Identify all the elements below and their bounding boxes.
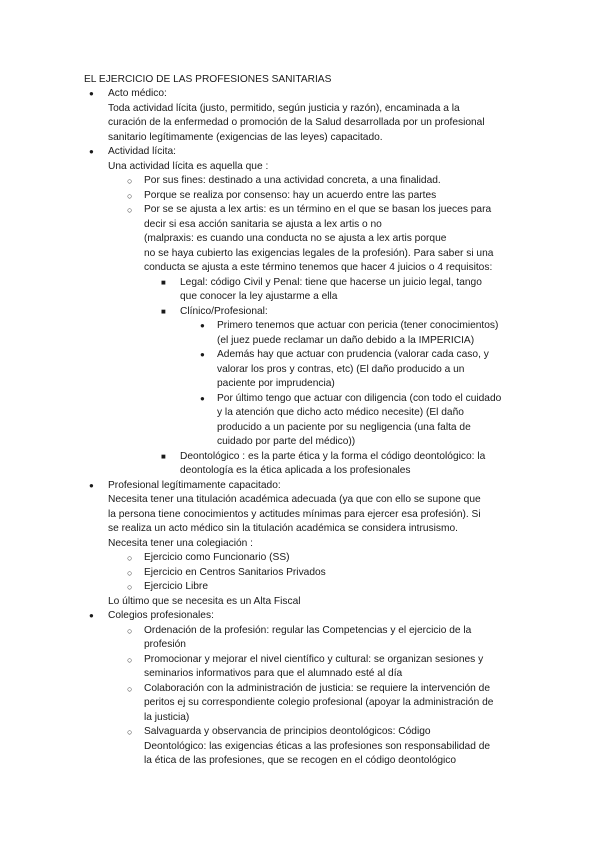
list-item xyxy=(0,392,600,407)
list-item-continuation xyxy=(0,232,600,247)
list-item-text: Acto médico: xyxy=(108,88,167,99)
list-item-text: profesión xyxy=(144,639,186,650)
bullet-dot-icon: ● xyxy=(200,321,205,330)
list-item-continuation xyxy=(0,131,600,146)
list-item-text: Toda actividad lícita (justo, permitido, según justicia y razón), encaminada a la xyxy=(108,102,460,114)
list-item-continuation xyxy=(0,595,600,610)
list-item xyxy=(0,450,600,465)
list-item xyxy=(0,566,600,581)
list-item xyxy=(0,189,600,204)
list-item-text: Necesita tener una colegiación : xyxy=(108,537,253,549)
list-item-text: Lo último que se necesita es un Alta Fiscal xyxy=(108,595,301,607)
list-item-text: conducta se ajusta a este término tenemos que hacer 4 juicios o 4 requisitos: xyxy=(144,262,493,273)
list-item-continuation xyxy=(0,116,600,131)
list-item xyxy=(0,479,600,494)
list-item-text: que conocer la ley ajustarme a ella xyxy=(180,291,338,302)
list-item xyxy=(0,580,600,595)
list-item-continuation xyxy=(0,537,600,552)
list-item-continuation xyxy=(0,740,600,755)
list-item-text: (el juez puede reclamar un daño debido a la IMPERICIA) xyxy=(217,334,475,346)
list-item-text: valorar los pros y contras, etc) (El daño producido a un xyxy=(217,363,465,375)
document-body xyxy=(0,87,600,769)
list-item-text: Actividad lícita: xyxy=(108,146,176,157)
list-item-continuation xyxy=(0,696,600,711)
list-item xyxy=(0,609,600,624)
list-item-text: Ordenación de la profesión: regular las Competencias y el ejercicio de la xyxy=(144,624,472,636)
list-item xyxy=(0,551,600,566)
list-item-continuation xyxy=(0,377,600,392)
list-item-continuation xyxy=(0,261,600,276)
list-item xyxy=(0,203,600,218)
list-item-text: Clínico/Profesional: xyxy=(180,305,268,317)
bullet-circle-icon: ○ xyxy=(127,625,133,636)
list-item-text: Ejercicio como Funcionario (SS) xyxy=(144,552,290,563)
list-item-text: deontología es la ética aplicada a los profesionales xyxy=(180,465,411,476)
list-item-continuation xyxy=(0,522,600,537)
bullet-dot-icon: ● xyxy=(200,350,205,359)
list-item-continuation xyxy=(0,363,600,378)
list-item-text: (malpraxis: es cuando una conducta no se ajusta a lex artis porque xyxy=(144,233,447,244)
list-item-text: Por último tengo que actuar con diligencia (con todo el cuidado xyxy=(217,392,502,404)
bullet-dot-icon: ● xyxy=(89,611,94,620)
bullet-dot-icon: ● xyxy=(200,393,205,403)
list-item-text: cuidado por parte del médico)) xyxy=(217,436,356,447)
list-item-continuation xyxy=(0,290,600,305)
list-item-continuation xyxy=(0,711,600,726)
list-item-continuation xyxy=(0,218,600,233)
list-item-text: la justicia) xyxy=(144,711,190,723)
list-item-text: la ética de las profesiones, que se recogen en el código deontológico xyxy=(144,755,457,766)
bullet-dot-icon: ● xyxy=(89,89,94,98)
list-item-continuation xyxy=(0,334,600,349)
bullet-circle-icon: ○ xyxy=(127,205,133,215)
document-title: EL EJERCICIO DE LAS PROFESIONES SANITARIAS xyxy=(84,74,332,85)
bullet-circle-icon: ○ xyxy=(127,582,133,592)
list-item-text: sanitario legítimamente (exigencias de las leyes) capacitado. xyxy=(108,131,383,143)
list-item-continuation xyxy=(0,493,600,508)
list-item-text: Legal: código Civil y Penal: tiene que hacerse un juicio legal, tango xyxy=(180,276,482,288)
list-item-text: Por se se ajusta a lex artis: es un término en el que se basan los jueces para xyxy=(144,204,492,215)
list-item xyxy=(0,174,600,189)
list-item-continuation xyxy=(0,464,600,479)
list-item-text: Una actividad lícita es aquella que : xyxy=(108,160,269,172)
list-item-text: decir si esa acción sanitaria se ajusta a lex artis o no xyxy=(144,218,382,230)
bullet-square-icon: ■ xyxy=(161,451,166,461)
list-item-text: Deontológico: las exigencias éticas a las profesiones son responsabilidad de xyxy=(144,740,491,752)
bullet-circle-icon: ○ xyxy=(127,683,133,694)
list-item-text: Primero tenemos que actuar con pericia (tener conocimientos) xyxy=(217,320,499,331)
bullet-dot-icon: ● xyxy=(89,480,94,490)
bullet-dot-icon: ● xyxy=(89,147,94,156)
bullet-circle-icon: ○ xyxy=(127,567,133,578)
list-item-text: Colegios profesionales: xyxy=(108,610,214,621)
list-item-continuation xyxy=(0,406,600,421)
list-item-text: Profesional legítimamente capacitado: xyxy=(108,479,281,491)
list-item-text: producido a un paciente por su negligencia (una falta de xyxy=(217,421,471,433)
bullet-circle-icon: ○ xyxy=(127,553,133,563)
list-item-text: Salvaguarda y observancia de principios deontológicos: Código xyxy=(144,726,431,737)
list-item xyxy=(0,145,600,160)
list-item-continuation xyxy=(0,638,600,653)
list-item xyxy=(0,653,600,668)
bullet-circle-icon: ○ xyxy=(127,176,133,186)
list-item-text: peritos ej su correspondiente colegio profesional (apoyar la administración de xyxy=(144,697,494,708)
list-item-continuation xyxy=(0,435,600,450)
list-item xyxy=(0,87,600,102)
list-item xyxy=(0,624,600,639)
list-item-continuation xyxy=(0,667,600,682)
list-item-text: Ejercicio en Centros Sanitarios Privados xyxy=(144,566,326,578)
list-item-text: Ejercicio Libre xyxy=(144,581,208,592)
list-item xyxy=(0,682,600,697)
list-item-text: Colaboración con la administración de justicia: se requiere la intervención de xyxy=(144,682,491,694)
list-item-text: y la atención que dicho acto médico necesite) (El daño xyxy=(217,407,464,418)
list-item-text: Por sus fines: destinado a una actividad concreta, a una finalidad. xyxy=(144,175,441,186)
list-item-text: seminarios informativos para que el alumnado esté al día xyxy=(144,668,403,679)
list-item-text: se realiza un acto médico sin la titulación académica se considera intrusismo. xyxy=(108,523,458,534)
list-item xyxy=(0,725,600,740)
list-item-text: curación de la enfermedad o promoción de la Salud desarrollada por un profesional xyxy=(108,117,485,128)
list-item-continuation xyxy=(0,160,600,175)
list-item-continuation xyxy=(0,102,600,117)
list-item-text: Además hay que actuar con prudencia (valorar cada caso, y xyxy=(217,349,489,360)
list-item xyxy=(0,319,600,334)
list-item-continuation xyxy=(0,247,600,262)
bullet-circle-icon: ○ xyxy=(127,654,133,665)
list-item-continuation xyxy=(0,754,600,769)
list-item-text: la persona tiene conocimientos y actitudes mínimas para ejercer esa profesión). Si xyxy=(108,508,481,520)
list-item xyxy=(0,348,600,363)
list-item-continuation xyxy=(0,508,600,523)
list-item-text: Promocionar y mejorar el nivel científico y cultural: se organizan sesiones y xyxy=(144,653,484,665)
list-item-text: Necesita tener una titulación académica adecuada (ya que con ello se supone que xyxy=(108,494,481,505)
bullet-square-icon: ■ xyxy=(161,277,166,287)
list-item xyxy=(0,305,600,320)
list-item-text: Deontológico : es la parte ética y la forma el código deontológico: la xyxy=(180,450,486,462)
list-item-text: Porque se realiza por consenso: hay un acuerdo entre las partes xyxy=(144,189,437,201)
list-item xyxy=(0,276,600,291)
list-item-text: paciente por imprudencia) xyxy=(217,378,335,389)
list-item-continuation xyxy=(0,421,600,436)
bullet-circle-icon: ○ xyxy=(127,190,133,201)
bullet-circle-icon: ○ xyxy=(127,727,133,737)
list-item-text: no se haya cubierto las exigencias legales de la profesión). Para saber si una xyxy=(144,247,494,259)
bullet-square-icon: ■ xyxy=(161,306,166,316)
